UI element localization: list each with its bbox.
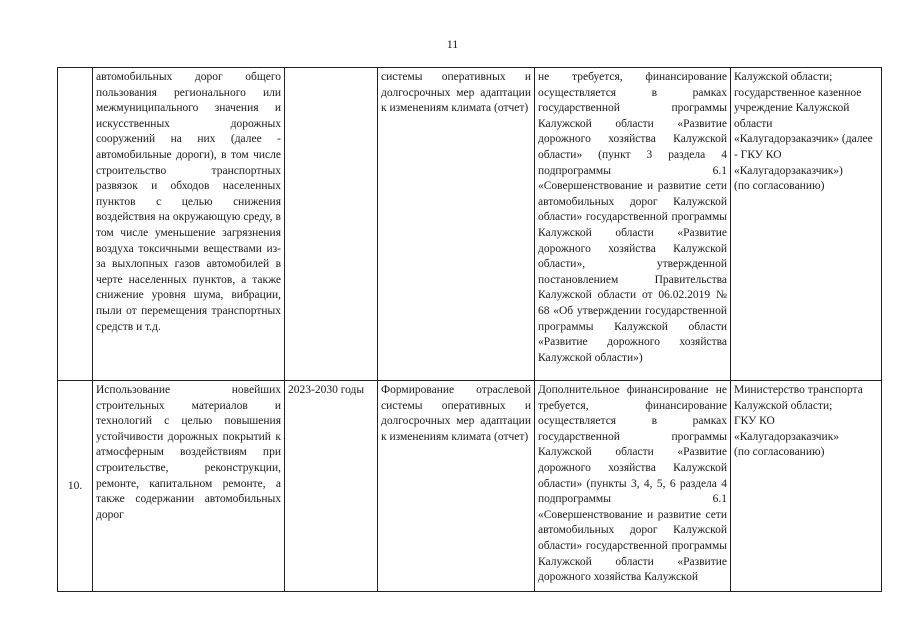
result-cell: системы оперативных и долгосрочных мер адаптации к изменениям климата (отчет) bbox=[378, 68, 535, 381]
period-cell bbox=[285, 68, 378, 381]
measures-table bbox=[57, 67, 882, 592]
result-cell: Формирование отраслевой системы оперативных и долгосрочных мер адаптации к изменениям климата (отчет) bbox=[378, 381, 535, 592]
financing-cell: не требуется, финансирование осуществляется в рамках государственной программы Калужской области «Развитие дорожного хозяйства Калужской области» (пункт 3 раздела 4 подпрограммы 6.1 «Совершенствование и развитие сети автомобильных дорог Калужской области» государственной программы Калужской области «Развитие дорожного хозяйства Калужской области», утвержденной постановлением Правительства Калужской области от 06.02.2019 № 68 «Об утверждении государственной программы Калужской области «Развитие дорожного хозяйства Калужской области») bbox=[535, 68, 731, 381]
measure-cell: автомобильных дорог общего пользования регионального или межмуниципального значения и искусственных дорожных сооружений на них (далее - автомобильные дороги), в том числе строительство транспортных развязок и обходов населенных пунктов с целью снижения воздействия на окружающую среду, в том числе уменьшение загрязнения воздуха токсичными веществами из-за выхлопных газов автомобилей в черте населенных пунктов, а также снижение уровня шума, вибрации, пыли от перемещения транспортных средств и т.д. bbox=[93, 68, 285, 381]
period-cell: 2023-2030 годы bbox=[285, 381, 378, 592]
page-number: 11 bbox=[446, 37, 459, 51]
executor-cell bbox=[731, 68, 882, 381]
executor-cell bbox=[731, 381, 882, 592]
row-number-cell: 10. bbox=[58, 381, 93, 592]
financing-cell: Дополнительное финансирование не требуется, финансирование осуществляется в рамках государственной программы Калужской области «Развитие дорожного хозяйства Калужской области» (пункты 3, 4, 5, 6 раздела 4 подпрограммы 6.1 «Совершенствование и развитие сети автомобильных дорог Калужской области» государственной программы Калужской области «Развитие дорожного хозяйства Калужской bbox=[535, 381, 731, 592]
executor-text: Министерство транспорта Калужской области; ГКУ КО «Калугадорзаказчик» (по согласованию) bbox=[734, 384, 863, 459]
measure-cell: Использование новейших строительных материалов и технологий с целью повышения устойчивости дорожных покрытий к атмосферным воздействиям при строительстве, реконструкции, ремонте, капитальном ремонте, а также содержании автомобильных дорог bbox=[93, 381, 285, 592]
row-number-cell bbox=[58, 68, 93, 381]
executor-text: Калужской области; государственное казенное учреждение Калужской области «Калугадорзаказчик» (далее - ГКУ КО «Калугадорзаказчик») (по согласованию) bbox=[734, 71, 873, 193]
table-row-10 bbox=[58, 381, 882, 592]
table-row-continued bbox=[58, 68, 882, 381]
